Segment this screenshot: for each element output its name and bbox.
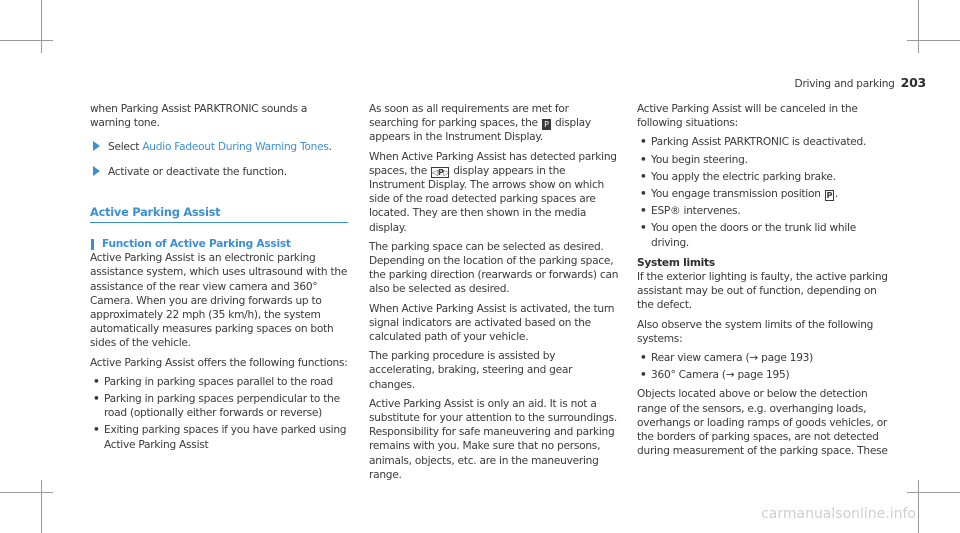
parking-display-icon: P <box>542 119 551 130</box>
crop-mark <box>0 40 53 41</box>
bullet-icon: • <box>640 188 647 201</box>
list-item <box>90 423 348 451</box>
paragraph: If the exterior lighting is faulty, the active parking assistant may be out of function, depending on the defect. <box>637 271 888 312</box>
crop-mark <box>0 492 53 493</box>
list-item-text: ESP® intervenes. <box>651 205 741 218</box>
list-item <box>637 204 895 218</box>
list-item-text: Parking in parking spaces perpendicular to the road (optionally either forwards or reverse) <box>104 393 340 420</box>
list-item <box>637 153 895 167</box>
crop-mark <box>918 480 919 533</box>
instruction-step <box>90 165 348 179</box>
column-3 <box>637 102 895 463</box>
column-1 <box>90 102 348 452</box>
paragraph-text: When Active Parking Assist has detected parking spaces, the <box>369 150 617 177</box>
page-reference-link[interactable]: 360° Camera (→ page 195) <box>651 369 790 382</box>
list-item <box>637 135 895 149</box>
bullet-icon: • <box>640 153 647 166</box>
paragraph: The parking procedure is assisted by accelerating, braking, steering and gear changes. <box>369 350 573 391</box>
list-item-text: Exiting parking spaces if you have parked using Active Parking Assist <box>104 424 347 451</box>
bullet-icon: • <box>640 170 647 183</box>
column-2 <box>369 102 621 487</box>
subsection-marker-icon <box>91 239 94 250</box>
bullet-icon: • <box>640 352 647 365</box>
list-item <box>90 375 348 389</box>
list-item <box>637 368 895 382</box>
subheading: System limits <box>637 256 715 269</box>
gear-p-icon: P <box>826 191 833 201</box>
paragraph: When Active Parking Assist is activated, the turn signal indicators are activated based on the calculated path of your vehicle. <box>369 302 615 344</box>
paragraph: Active Parking Assist will be canceled in the following situations: <box>637 103 858 130</box>
paragraph-text: As soon as all requirements are met for searching for parking spaces, the <box>369 103 569 130</box>
paragraph: Active Parking Assist offers the following functions: <box>90 356 348 369</box>
crop-mark <box>41 0 42 53</box>
watermark: carmanualsonline.info <box>761 505 916 522</box>
paragraph: The parking space can be selected as desired. Depending on the location of the parking space, the parking direction (rearwards or forwards) can also be selected as desired. <box>369 240 619 296</box>
paragraph-text: display appears in the Instrument Display. <box>369 117 591 144</box>
paragraph: Active Parking Assist is an electronic parking assistance system, which uses ultrasound with the assistance of the rear view camera and 360° Camera. When you are driving forwards up to approximately 22 mph (35 km/h), the system automatically measures parking spaces on both sides of the vehicle. <box>90 252 348 350</box>
list-item <box>637 170 895 184</box>
list-item <box>637 221 895 249</box>
list-item-text: You open the doors or the trunk lid while driving. <box>651 222 857 249</box>
crop-mark <box>918 0 919 53</box>
list-item-text: You begin steering. <box>651 153 748 166</box>
intro-text: when Parking Assist PARKTRONIC sounds a warning tone. <box>90 103 308 130</box>
parking-symbol: P <box>438 167 444 177</box>
list-item-text: Parking Assist PARKTRONIC is deactivated. <box>651 136 867 149</box>
paragraph <box>369 102 621 145</box>
list-item: • You engage transmission position P . <box>640 188 838 201</box>
crop-mark <box>41 480 42 533</box>
bullet-icon: • <box>93 424 100 437</box>
list-item <box>90 392 348 420</box>
header-section: Driving and parking <box>794 78 895 90</box>
bullet-icon: • <box>640 369 647 382</box>
page-reference-link[interactable]: Rear view camera (→ page 193) <box>651 352 814 365</box>
bullet-icon: • <box>93 375 100 388</box>
paragraph: Active Parking Assist is only an aid. It is not a substitute for your attention to the surroundings. Responsibility for safe maneuvering and parking remains with you. Make sure that no persons, animals, objects, etc. are in the maneuvering range. <box>369 397 617 481</box>
step-punct: . <box>328 141 332 154</box>
menu-item-link[interactable]: Audio Fadeout During Warning Tones <box>142 141 329 154</box>
bullet-icon: • <box>93 393 100 406</box>
crop-mark <box>907 492 960 493</box>
crop-mark <box>907 40 960 41</box>
list-item-text: Parking in parking spaces parallel to the road <box>104 375 333 388</box>
running-header <box>795 76 926 91</box>
subsection-title <box>90 237 348 251</box>
list-item-text: You apply the electric parking brake. <box>651 170 836 183</box>
bullet-icon: • <box>640 222 647 235</box>
page-number: 203 <box>900 75 926 90</box>
bullet-icon: • <box>640 205 647 218</box>
paragraph-text: display appears in the Instrument Display. The arrows show on which side of the road detected parking spaces are located. They are then shown in the media display. <box>369 164 604 234</box>
paragraph: Objects located above or below the detection range of the sensors, e.g. overhanging loads, overhangs or loading ramps of goods vehicles, or the borders of parking spaces, are not detected during measurement of the parking space. These <box>637 388 888 458</box>
paragraph: Also observe the system limits of the following systems: <box>637 318 874 345</box>
list-item <box>637 351 895 365</box>
bullet-icon: • <box>640 136 647 149</box>
subsection-label: Function of Active Parking Assist <box>102 238 291 251</box>
paragraph <box>369 150 621 235</box>
list-item-text: You engage transmission position <box>651 188 821 201</box>
arrow-icon <box>93 141 100 151</box>
step-text: Select <box>108 141 143 154</box>
instruction-step <box>90 140 348 154</box>
section-title: Active Parking Assist <box>90 205 348 223</box>
parking-space-arrows-icon: ◁P▷ <box>432 167 450 177</box>
arrow-icon <box>93 166 100 176</box>
step-text: Activate or deactivate the function. <box>108 165 287 178</box>
